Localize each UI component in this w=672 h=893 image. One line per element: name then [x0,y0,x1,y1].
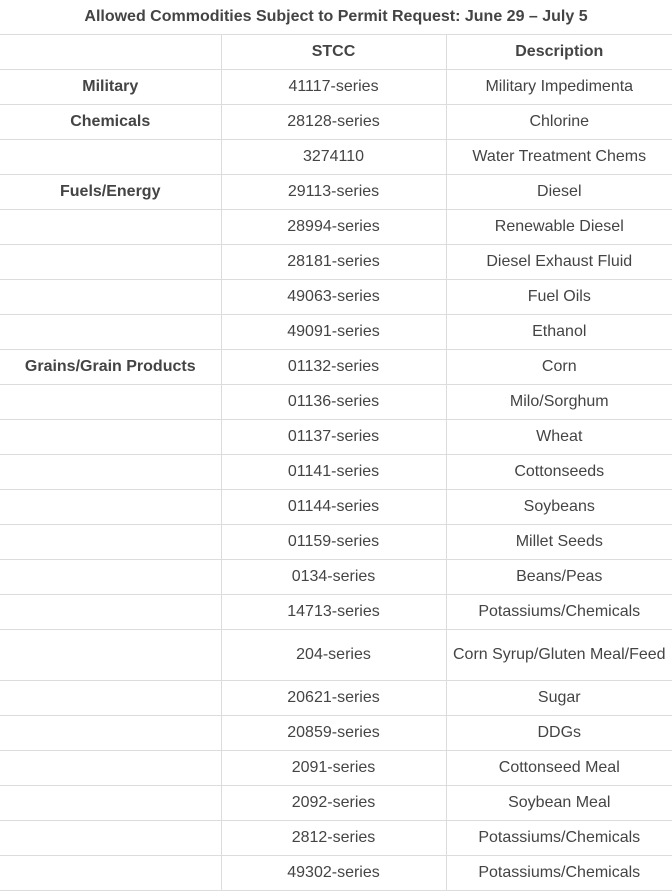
category-cell [0,455,221,490]
stcc-cell: 28994-series [221,210,446,245]
description-cell: Diesel Exhaust Fluid [446,245,672,280]
description-cell: Soybeans [446,490,672,525]
stcc-cell: 01144-series [221,490,446,525]
stcc-cell: 49091-series [221,315,446,350]
category-cell [0,751,221,786]
description-cell: Water Treatment Chems [446,140,672,175]
stcc-cell: 01136-series [221,385,446,420]
category-cell [0,630,221,681]
stcc-cell: 49063-series [221,280,446,315]
stcc-cell: 01159-series [221,525,446,560]
stcc-cell: 204-series [221,630,446,681]
category-cell [0,490,221,525]
stcc-cell: 28181-series [221,245,446,280]
category-cell: Chemicals [0,105,221,140]
stcc-cell: 20621-series [221,681,446,716]
table-row [0,70,672,105]
category-cell [0,210,221,245]
description-cell: Potassiums/Chemicals [446,856,672,891]
table-row [0,821,672,856]
category-cell [0,786,221,821]
table-row [0,385,672,420]
category-cell [0,420,221,455]
table-row [0,716,672,751]
header-category [0,35,221,70]
header-stcc: STCC [221,35,446,70]
table-row [0,315,672,350]
description-cell: Corn [446,350,672,385]
header-description: Description [446,35,672,70]
description-cell: Corn Syrup/Gluten Meal/Feed [446,630,672,681]
description-cell: Cottonseeds [446,455,672,490]
category-cell: Fuels/Energy [0,175,221,210]
stcc-cell: 2091-series [221,751,446,786]
category-cell [0,821,221,856]
stcc-cell: 2812-series [221,821,446,856]
stcc-cell: 01137-series [221,420,446,455]
table-title: Allowed Commodities Subject to Permit Request: June 29 – July 5 [0,0,672,35]
stcc-cell: 20859-series [221,716,446,751]
stcc-cell: 3274110 [221,140,446,175]
table-title-row [0,0,672,35]
category-cell [0,560,221,595]
description-cell: Military Impedimenta [446,70,672,105]
table-row [0,105,672,140]
table-row [0,525,672,560]
table-row [0,280,672,315]
table-row [0,420,672,455]
category-cell [0,595,221,630]
description-cell: Soybean Meal [446,786,672,821]
category-cell [0,716,221,751]
stcc-cell: 28128-series [221,105,446,140]
stcc-cell: 49302-series [221,856,446,891]
description-cell: Milo/Sorghum [446,385,672,420]
description-cell: Cottonseed Meal [446,751,672,786]
table-header-row [0,35,672,70]
table-row [0,595,672,630]
category-cell [0,385,221,420]
stcc-cell: 01141-series [221,455,446,490]
category-cell [0,856,221,891]
table-row [0,210,672,245]
description-cell: Beans/Peas [446,560,672,595]
description-cell: Sugar [446,681,672,716]
table-body [0,70,672,891]
stcc-cell: 01132-series [221,350,446,385]
category-cell [0,681,221,716]
category-cell [0,140,221,175]
table-row [0,455,672,490]
description-cell: Wheat [446,420,672,455]
table-row [0,681,672,716]
stcc-cell: 2092-series [221,786,446,821]
table-row [0,786,672,821]
table-row [0,630,672,681]
category-cell [0,245,221,280]
description-cell: Millet Seeds [446,525,672,560]
description-cell: Diesel [446,175,672,210]
table-row [0,140,672,175]
description-cell: Renewable Diesel [446,210,672,245]
description-cell: DDGs [446,716,672,751]
stcc-cell: 41117-series [221,70,446,105]
table-row [0,245,672,280]
table-row [0,350,672,385]
description-cell: Fuel Oils [446,280,672,315]
table-row [0,751,672,786]
stcc-cell: 0134-series [221,560,446,595]
category-cell: Military [0,70,221,105]
category-cell: Grains/Grain Products [0,350,221,385]
stcc-cell: 29113-series [221,175,446,210]
stcc-cell: 14713-series [221,595,446,630]
description-cell: Ethanol [446,315,672,350]
description-cell: Potassiums/Chemicals [446,821,672,856]
table-row [0,856,672,891]
table-row [0,560,672,595]
category-cell [0,525,221,560]
table-row [0,490,672,525]
table-row [0,175,672,210]
description-cell: Potassiums/Chemicals [446,595,672,630]
category-cell [0,315,221,350]
description-cell: Chlorine [446,105,672,140]
category-cell [0,280,221,315]
